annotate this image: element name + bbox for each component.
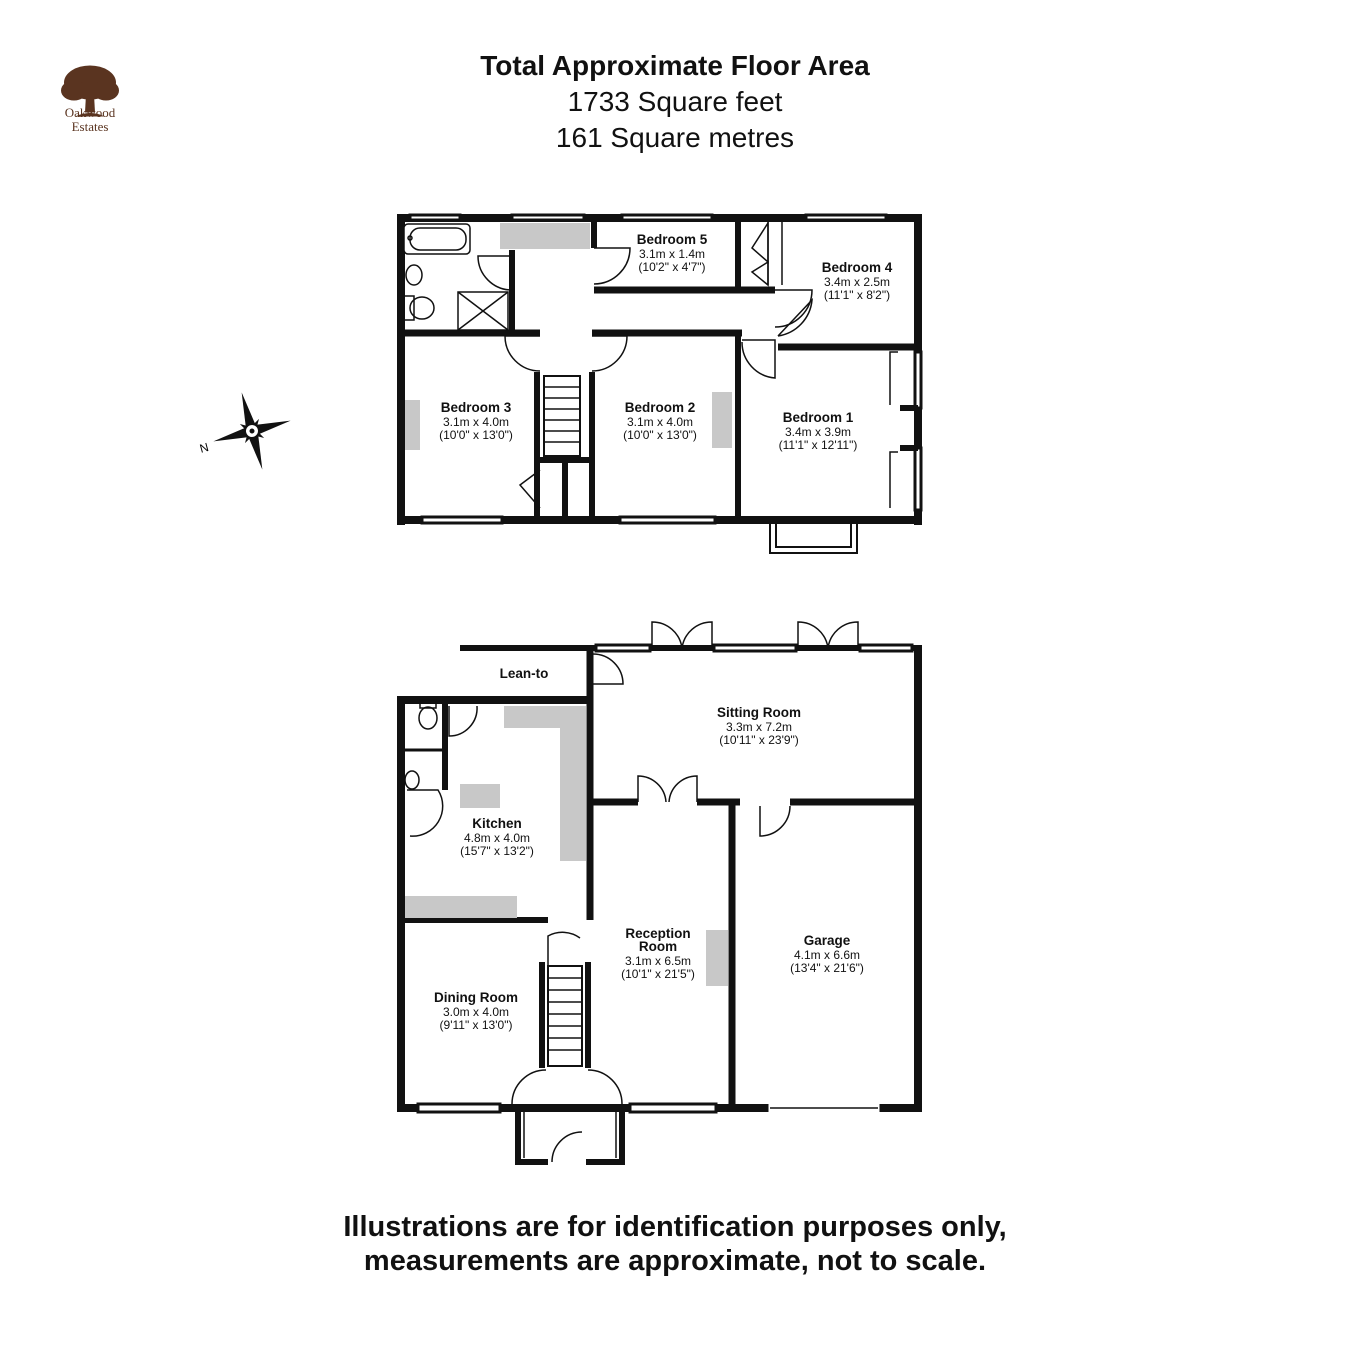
bedroom4-name: Bedroom 4 [821, 260, 893, 275]
reception-room-name-line2: Room [638, 939, 678, 954]
area-square-metres: 161 Square metres [555, 122, 795, 153]
garage-name: Garage [803, 933, 851, 948]
logo-text-line2: Estates [71, 119, 109, 134]
disclaimer [0, 1210, 1350, 1278]
bedroom5-imperial: (10'2" x 4'7") [638, 260, 706, 274]
bedroom5-metric: 3.1m x 1.4m [638, 247, 706, 261]
bedroom2-metric: 3.1m x 4.0m [626, 415, 694, 429]
bedroom1-name: Bedroom 1 [782, 410, 854, 425]
compass-north-label: N [198, 439, 211, 456]
kitchen-name: Kitchen [472, 816, 522, 831]
bedroom1-metric: 3.4m x 3.9m [784, 425, 852, 439]
reception-room-name-line1: Reception [625, 926, 691, 941]
sitting-room-metric: 3.3m x 7.2m [725, 720, 793, 734]
dining-room-name: Dining Room [434, 990, 518, 1005]
disclaimer-line2: measurements are approximate, not to scale. [363, 1245, 987, 1277]
ground-floor-fixtures [405, 706, 728, 986]
disclaimer-line1: Illustrations are for identification purposes only, [343, 1211, 1007, 1243]
bedroom2-name: Bedroom 2 [624, 400, 696, 415]
sitting-room-name: Sitting Room [717, 705, 801, 720]
kitchen-metric: 4.8m x 4.0m [463, 831, 531, 845]
dining-room-metric: 3.0m x 4.0m [442, 1005, 510, 1019]
kitchen-imperial: (15'7" x 13'2") [460, 844, 534, 858]
leanto-name: Lean-to [499, 666, 549, 681]
bedroom3-metric: 3.1m x 4.0m [442, 415, 510, 429]
area-square-feet: 1733 Square feet [567, 86, 783, 117]
reception-room-metric: 3.1m x 6.5m [624, 954, 692, 968]
bedroom4-imperial: (11'1" x 8'2") [823, 288, 891, 302]
bedroom5-name: Bedroom 5 [636, 232, 708, 247]
bedroom4-metric: 3.4m x 2.5m [823, 275, 891, 289]
reception-room-imperial: (10'1" x 21'5") [621, 967, 695, 981]
logo-text-line1: Oakwood [64, 105, 116, 120]
garage-metric: 4.1m x 6.6m [793, 948, 861, 962]
bedroom3-imperial: (10'0" x 13'0") [439, 428, 513, 442]
sitting-room-imperial: (10'11" x 23'9") [719, 733, 799, 747]
dining-room-imperial: (9'11" x 13'0") [439, 1018, 513, 1032]
ground-floor-plan [397, 622, 922, 1162]
garage-imperial: (13'4" x 21'6") [790, 961, 864, 975]
bedroom2-imperial: (10'0" x 13'0") [623, 428, 697, 442]
compass-rose-icon [203, 382, 301, 480]
page-title: Total Approximate Floor Area [480, 50, 870, 81]
bedroom1-imperial: (11'1" x 12'11") [778, 438, 858, 452]
bedroom3-name: Bedroom 3 [440, 400, 512, 415]
